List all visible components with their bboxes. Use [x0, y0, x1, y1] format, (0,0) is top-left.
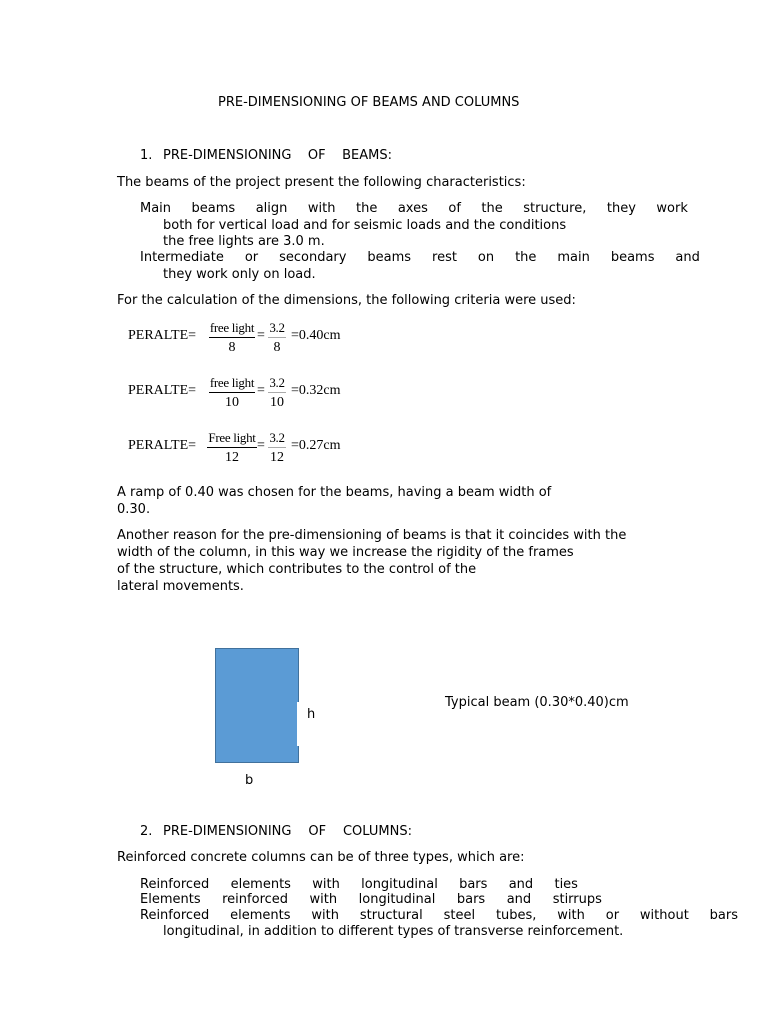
word: COLUMNS:: [342, 824, 412, 839]
formula-equals: =: [257, 438, 265, 453]
word: and: [675, 250, 700, 265]
figure-caption: Typical beam (0.30*0.40)cm: [445, 695, 629, 710]
rect-edge-notch: [297, 702, 300, 746]
word: ties: [554, 877, 578, 892]
fraction-numerator: 3.2: [268, 430, 285, 448]
word: work: [656, 201, 688, 216]
fraction-denominator: 12: [225, 450, 239, 465]
ramp-line-1: A ramp of 0.40 was chosen for the beams, having a beam width of: [117, 485, 552, 500]
word: and: [508, 877, 534, 892]
fraction-numerator: 3.2: [268, 320, 285, 338]
columns-intro: Reinforced concrete columns can be of three types, which are:: [117, 850, 525, 865]
word: beams: [191, 201, 236, 216]
word: structure,: [523, 201, 587, 216]
reason-line-3: of the structure, which contributes to the control of the: [117, 562, 477, 577]
word: reinforced: [222, 892, 289, 907]
formula-result: =0.40cm: [291, 328, 341, 343]
word: OF: [308, 824, 327, 839]
beam-bullet-1-line-3: the free lights are 3.0 m.: [163, 234, 325, 249]
section-columns-heading: [163, 824, 412, 839]
word: axes: [397, 201, 428, 216]
word: the: [481, 201, 503, 216]
formula-result: =0.32cm: [291, 383, 341, 398]
beams-intro: The beams of the project present the following characteristics:: [117, 175, 526, 190]
ramp-line-2: 0.30.: [117, 502, 151, 517]
word: PRE-DIMENSIONING: [163, 148, 292, 163]
label-h: h: [307, 707, 316, 722]
formula-equals: =: [257, 328, 265, 343]
reason-line-2: width of the column, in this way we increase the rigidity of the frames: [117, 545, 574, 560]
fraction-numerator: 3.2: [268, 375, 285, 393]
column-type-1: [140, 877, 578, 892]
word: bars: [456, 892, 486, 907]
fraction-numerator: free light: [209, 375, 255, 393]
word: with: [309, 892, 338, 907]
word: bars: [459, 877, 488, 892]
word: or: [244, 250, 259, 265]
word: steel: [443, 908, 476, 923]
column-type-3-line-1: [140, 908, 738, 923]
fraction-numerator: Free light: [207, 430, 256, 448]
formula-fraction-2: [264, 375, 290, 411]
formula-fraction-2: [264, 320, 290, 356]
reason-line-1: Another reason for the pre-dimensioning of beams is that it coincides with the: [117, 528, 627, 543]
beam-bullet-2-line-2: they work only on load.: [163, 267, 316, 282]
formula-lhs: PERALTE=: [128, 438, 197, 453]
section-columns-number: 2.: [140, 824, 153, 839]
word: longitudinal: [358, 892, 436, 907]
formula-lhs: PERALTE=: [128, 383, 197, 398]
formula-fraction-1: [205, 320, 259, 356]
column-type-2: [140, 892, 602, 907]
fraction-denominator: 8: [273, 340, 281, 355]
word: longitudinal: [361, 877, 438, 892]
word: bars: [709, 908, 738, 923]
word: Elements: [140, 892, 201, 907]
word: Intermediate: [140, 250, 224, 265]
fraction-denominator: 12: [270, 450, 284, 465]
word: beams: [367, 250, 412, 265]
word: elements: [230, 877, 291, 892]
word: and: [506, 892, 532, 907]
word: they: [606, 201, 636, 216]
fraction-denominator: 10: [270, 395, 284, 410]
word: Reinforced: [140, 908, 210, 923]
word: stirrups: [552, 892, 602, 907]
section-beams-number: 1.: [140, 148, 153, 163]
word: without: [639, 908, 689, 923]
word: tubes,: [495, 908, 537, 923]
fraction-denominator: 8: [228, 340, 236, 355]
word: OF: [307, 148, 326, 163]
formula-fraction-1: [205, 375, 259, 411]
beam-bullet-1-line-1: [140, 201, 688, 216]
beam-bullet-2-line-1: [140, 250, 700, 265]
word: structural: [359, 908, 423, 923]
label-b: b: [245, 773, 254, 788]
beam-bullet-1-line-2: both for vertical load and for seismic loads and the conditions: [163, 218, 567, 233]
word: or: [605, 908, 620, 923]
word: beams: [610, 250, 655, 265]
column-type-3-line-2: longitudinal, in addition to different types of transverse reinforcement.: [163, 924, 624, 939]
fraction-numerator: free light: [209, 320, 255, 338]
word: secondary: [279, 250, 347, 265]
formula-fraction-1: [205, 430, 259, 466]
word: align: [255, 201, 288, 216]
beam-cross-section: [215, 648, 299, 763]
formula-fraction-2: [264, 430, 290, 466]
formula-lhs: PERALTE=: [128, 328, 197, 343]
word: the: [515, 250, 537, 265]
word: elements: [230, 908, 291, 923]
word: Reinforced: [140, 877, 210, 892]
formula-result: =0.27cm: [291, 438, 341, 453]
criteria-intro: For the calculation of the dimensions, the following criteria were used:: [117, 293, 576, 308]
word: the: [355, 201, 378, 216]
word: with: [307, 201, 336, 216]
word: with: [312, 877, 340, 892]
section-beams-heading: [163, 148, 392, 163]
word: of: [448, 201, 461, 216]
formula-equals: =: [257, 383, 265, 398]
page-title: PRE-DIMENSIONING OF BEAMS AND COLUMNS: [218, 95, 520, 110]
word: Main: [140, 201, 172, 216]
word: BEAMS:: [342, 148, 392, 163]
word: main: [557, 250, 590, 265]
word: rest: [432, 250, 457, 265]
reason-line-4: lateral movements.: [117, 579, 244, 594]
word: PRE-DIMENSIONING: [163, 824, 292, 839]
word: on: [477, 250, 495, 265]
word: with: [311, 908, 339, 923]
fraction-denominator: 10: [225, 395, 239, 410]
word: with: [557, 908, 585, 923]
